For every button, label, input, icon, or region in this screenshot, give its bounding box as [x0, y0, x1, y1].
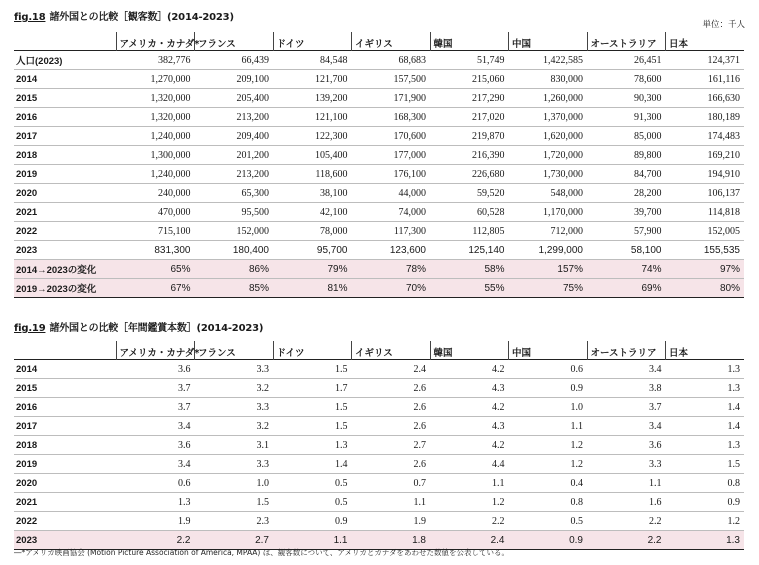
table-row [14, 222, 744, 241]
table-cell: 0.6 [509, 360, 588, 379]
table-cell: 1.3 [666, 360, 745, 379]
table-cell: 1,620,000 [509, 127, 588, 146]
table-cell: 1.2 [666, 512, 745, 531]
row-label: 人口(2023) [14, 51, 116, 70]
row-label: 2020 [14, 474, 116, 493]
column-header: 日本 [666, 32, 745, 51]
table-cell: 58% [430, 260, 509, 279]
fig18-title [14, 8, 234, 23]
table-cell: 209,400 [195, 127, 274, 146]
table-cell: 1,240,000 [116, 165, 195, 184]
table-cell: 3.6 [116, 360, 195, 379]
table-cell: 157% [509, 260, 588, 279]
table-cell: 1,170,000 [509, 203, 588, 222]
table-cell: 0.9 [509, 531, 588, 550]
table-cell: 0.9 [273, 512, 352, 531]
table-cell: 114,818 [666, 203, 745, 222]
table-cell: 1.5 [273, 360, 352, 379]
table-cell: 157,500 [352, 70, 431, 89]
table-cell: 66,439 [195, 51, 274, 70]
table-cell: 1.1 [587, 474, 666, 493]
table-cell: 1.8 [352, 531, 431, 550]
table-cell: 712,000 [509, 222, 588, 241]
table-cell: 65% [116, 260, 195, 279]
row-label: 2019 [14, 165, 116, 184]
header-corner [14, 32, 116, 51]
table-cell: 1.7 [273, 379, 352, 398]
table-row [14, 165, 744, 184]
row-label: 2019→2023の変化 [14, 279, 116, 298]
table-cell: 213,200 [195, 108, 274, 127]
fig18-title-text: 諸外国との比較［観客数］(2014-2023) [49, 12, 234, 23]
table-cell: 3.3 [195, 455, 274, 474]
table-cell: 117,300 [352, 222, 431, 241]
table-row [14, 512, 744, 531]
row-label: 2018 [14, 146, 116, 165]
table-cell: 58,100 [587, 241, 666, 260]
table-cell: 1.4 [666, 417, 745, 436]
column-header: フランス [195, 32, 274, 51]
table-cell: 3.7 [587, 398, 666, 417]
table-cell: 0.9 [509, 379, 588, 398]
table-cell: 0.4 [509, 474, 588, 493]
table-cell: 91,300 [587, 108, 666, 127]
fig19-table [14, 341, 744, 550]
column-header: オーストラリア [587, 341, 666, 360]
table-cell: 1.5 [273, 398, 352, 417]
table-cell: 2.2 [430, 512, 509, 531]
table-cell: 1,730,000 [509, 165, 588, 184]
table-cell: 1.4 [273, 455, 352, 474]
table-cell: 1.5 [195, 493, 274, 512]
table-cell: 0.8 [509, 493, 588, 512]
row-label: 2014→2023の変化 [14, 260, 116, 279]
table-cell: 4.4 [430, 455, 509, 474]
table-cell: 1.0 [195, 474, 274, 493]
row-label: 2021 [14, 203, 116, 222]
table-cell: 216,390 [430, 146, 509, 165]
row-label: 2020 [14, 184, 116, 203]
table-cell: 1.4 [666, 398, 745, 417]
table-cell: 2.2 [587, 512, 666, 531]
table-cell: 171,900 [352, 89, 431, 108]
table-cell: 2.7 [352, 436, 431, 455]
column-header: 韓国 [430, 341, 509, 360]
table-cell: 4.3 [430, 417, 509, 436]
table-row [14, 51, 744, 70]
table-cell: 219,870 [430, 127, 509, 146]
table-cell: 215,060 [430, 70, 509, 89]
table-cell: 1,320,000 [116, 108, 195, 127]
table-cell: 2.2 [116, 531, 195, 550]
table-cell: 139,200 [273, 89, 352, 108]
row-label: 2014 [14, 70, 116, 89]
table-cell: 152,005 [666, 222, 745, 241]
table-cell: 1.9 [352, 512, 431, 531]
table-cell: 38,100 [273, 184, 352, 203]
table-row [14, 360, 744, 379]
table-cell: 123,600 [352, 241, 431, 260]
table-cell: 4.2 [430, 360, 509, 379]
table-row [14, 493, 744, 512]
column-header: フランス [195, 341, 274, 360]
table-cell: 78,000 [273, 222, 352, 241]
table-cell: 59,520 [430, 184, 509, 203]
table-cell: 174,483 [666, 127, 745, 146]
table-cell: 85,000 [587, 127, 666, 146]
table-cell: 70% [352, 279, 431, 298]
table-row [14, 260, 744, 279]
table-cell: 84,548 [273, 51, 352, 70]
table-cell: 1,370,000 [509, 108, 588, 127]
column-header: イギリス [352, 341, 431, 360]
table-cell: 3.1 [195, 436, 274, 455]
fig18-unit: 単位：千人 [702, 20, 745, 30]
table-cell: 176,100 [352, 165, 431, 184]
table-cell: 44,000 [352, 184, 431, 203]
row-label: 2016 [14, 108, 116, 127]
row-label: 2017 [14, 417, 116, 436]
table-cell: 170,600 [352, 127, 431, 146]
table-cell: 3.7 [116, 379, 195, 398]
table-cell: 217,020 [430, 108, 509, 127]
table-cell: 205,400 [195, 89, 274, 108]
table-row [14, 379, 744, 398]
table-cell: 112,805 [430, 222, 509, 241]
table-row [14, 398, 744, 417]
table-cell: 226,680 [430, 165, 509, 184]
table-cell: 0.5 [273, 474, 352, 493]
table-cell: 97% [666, 260, 745, 279]
table-cell: 2.4 [352, 360, 431, 379]
table-cell: 105,400 [273, 146, 352, 165]
table-cell: 69% [587, 279, 666, 298]
column-header: オーストラリア [587, 32, 666, 51]
column-header: 韓国 [430, 32, 509, 51]
table-cell: 3.6 [116, 436, 195, 455]
table-cell: 1.0 [509, 398, 588, 417]
table-cell: 1.1 [430, 474, 509, 493]
table-cell: 1.3 [666, 531, 745, 550]
table-cell: 548,000 [509, 184, 588, 203]
table-cell: 106,137 [666, 184, 745, 203]
table-cell: 0.5 [273, 493, 352, 512]
footnote: ―*アメリカ映画協会 (Motion Picture Association of America, MPAA) は、観客数について、アメリカとカナダをあわせた数値を公表している。 [14, 548, 510, 557]
table-cell: 180,189 [666, 108, 745, 127]
table-cell: 1.6 [587, 493, 666, 512]
table-cell: 2.4 [430, 531, 509, 550]
table-cell: 67% [116, 279, 195, 298]
table-cell: 68,683 [352, 51, 431, 70]
fig18-number: fig.18 [14, 12, 46, 23]
table-cell: 125,140 [430, 241, 509, 260]
table-cell: 1,422,585 [509, 51, 588, 70]
table-cell: 209,100 [195, 70, 274, 89]
table-cell: 89,800 [587, 146, 666, 165]
table-row [14, 436, 744, 455]
table-cell: 95,500 [195, 203, 274, 222]
table-cell: 382,776 [116, 51, 195, 70]
table-cell: 3.4 [116, 417, 195, 436]
table-cell: 1.3 [116, 493, 195, 512]
table-cell: 1.1 [273, 531, 352, 550]
table-cell: 90,300 [587, 89, 666, 108]
column-header: ドイツ [273, 32, 352, 51]
table-cell: 74,000 [352, 203, 431, 222]
table-cell: 1.9 [116, 512, 195, 531]
table-row [14, 184, 744, 203]
table-cell: 28,200 [587, 184, 666, 203]
table-cell: 2.2 [587, 531, 666, 550]
row-label: 2018 [14, 436, 116, 455]
table-cell: 1.3 [666, 379, 745, 398]
fig18-table [14, 32, 744, 298]
table-cell: 152,000 [195, 222, 274, 241]
column-header: 中国 [509, 32, 588, 51]
fig19-header-row [14, 341, 744, 360]
table-cell: 213,200 [195, 165, 274, 184]
table-row [14, 474, 744, 493]
row-label: 2016 [14, 398, 116, 417]
row-label: 2022 [14, 222, 116, 241]
row-label: 2015 [14, 89, 116, 108]
table-cell: 1,299,000 [509, 241, 588, 260]
table-cell: 65,300 [195, 184, 274, 203]
table-cell: 715,100 [116, 222, 195, 241]
row-label: 2015 [14, 379, 116, 398]
table-cell: 0.8 [666, 474, 745, 493]
table-cell: 42,100 [273, 203, 352, 222]
table-cell: 2.6 [352, 379, 431, 398]
table-cell: 1,270,000 [116, 70, 195, 89]
table-cell: 0.6 [116, 474, 195, 493]
table-cell: 470,000 [116, 203, 195, 222]
table-cell: 1.2 [509, 455, 588, 474]
table-cell: 161,116 [666, 70, 745, 89]
table-cell: 1.3 [666, 436, 745, 455]
table-cell: 1.1 [509, 417, 588, 436]
fig19-title-text: 諸外国との比較［年間鑑賞本数］(2014-2023) [49, 323, 264, 334]
table-cell: 1.2 [430, 493, 509, 512]
table-cell: 1.5 [273, 417, 352, 436]
table-cell: 0.9 [666, 493, 745, 512]
column-header: ドイツ [273, 341, 352, 360]
table-cell: 168,300 [352, 108, 431, 127]
table-cell: 0.7 [352, 474, 431, 493]
fig18-header-row [14, 32, 744, 51]
table-cell: 830,000 [509, 70, 588, 89]
table-cell: 78% [352, 260, 431, 279]
table-cell: 2.7 [195, 531, 274, 550]
table-cell: 81% [273, 279, 352, 298]
table-cell: 78,600 [587, 70, 666, 89]
table-cell: 240,000 [116, 184, 195, 203]
table-cell: 2.6 [352, 455, 431, 474]
table-cell: 4.2 [430, 398, 509, 417]
fig19-number: fig.19 [14, 323, 46, 334]
column-header: 日本 [666, 341, 745, 360]
table-cell: 118,600 [273, 165, 352, 184]
table-cell: 831,300 [116, 241, 195, 260]
row-label: 2023 [14, 531, 116, 550]
table-cell: 3.2 [195, 379, 274, 398]
table-cell: 51,749 [430, 51, 509, 70]
table-cell: 74% [587, 260, 666, 279]
table-cell: 75% [509, 279, 588, 298]
fig19-title [14, 319, 263, 334]
table-cell: 39,700 [587, 203, 666, 222]
table-cell: 3.3 [195, 398, 274, 417]
table-cell: 2.3 [195, 512, 274, 531]
table-row [14, 279, 744, 298]
table-cell: 166,630 [666, 89, 745, 108]
table-cell: 3.2 [195, 417, 274, 436]
table-cell: 3.7 [116, 398, 195, 417]
row-label: 2017 [14, 127, 116, 146]
table-cell: 95,700 [273, 241, 352, 260]
table-cell: 1,320,000 [116, 89, 195, 108]
table-cell: 1,300,000 [116, 146, 195, 165]
table-cell: 3.4 [587, 360, 666, 379]
table-row [14, 89, 744, 108]
table-cell: 1.3 [273, 436, 352, 455]
table-cell: 79% [273, 260, 352, 279]
table-row [14, 70, 744, 89]
table-row [14, 108, 744, 127]
column-header: アメリカ・カナダ* [116, 32, 195, 51]
table-cell: 80% [666, 279, 745, 298]
column-header: イギリス [352, 32, 431, 51]
column-header: 中国 [509, 341, 588, 360]
header-corner [14, 341, 116, 360]
table-cell: 201,200 [195, 146, 274, 165]
table-cell: 55% [430, 279, 509, 298]
table-cell: 3.4 [587, 417, 666, 436]
table-cell: 124,371 [666, 51, 745, 70]
table-cell: 0.5 [509, 512, 588, 531]
table-cell: 155,535 [666, 241, 745, 260]
table-cell: 84,700 [587, 165, 666, 184]
table-cell: 3.3 [587, 455, 666, 474]
column-header: アメリカ・カナダ* [116, 341, 195, 360]
table-cell: 4.2 [430, 436, 509, 455]
table-cell: 3.8 [587, 379, 666, 398]
table-cell: 177,000 [352, 146, 431, 165]
table-cell: 180,400 [195, 241, 274, 260]
row-label: 2014 [14, 360, 116, 379]
table-cell: 217,290 [430, 89, 509, 108]
table-cell: 26,451 [587, 51, 666, 70]
table-cell: 3.4 [116, 455, 195, 474]
table-cell: 1,720,000 [509, 146, 588, 165]
table-row [14, 455, 744, 474]
row-label: 2022 [14, 512, 116, 531]
table-row [14, 241, 744, 260]
table-cell: 121,700 [273, 70, 352, 89]
table-cell: 169,210 [666, 146, 745, 165]
table-cell: 1,260,000 [509, 89, 588, 108]
table-cell: 2.6 [352, 398, 431, 417]
table-cell: 86% [195, 260, 274, 279]
table-cell: 194,910 [666, 165, 745, 184]
table-cell: 121,100 [273, 108, 352, 127]
table-row [14, 417, 744, 436]
table-cell: 60,528 [430, 203, 509, 222]
table-cell: 122,300 [273, 127, 352, 146]
table-cell: 1,240,000 [116, 127, 195, 146]
table-row [14, 127, 744, 146]
table-row [14, 146, 744, 165]
table-cell: 85% [195, 279, 274, 298]
row-label: 2023 [14, 241, 116, 260]
table-row [14, 203, 744, 222]
table-cell: 1.2 [509, 436, 588, 455]
table-cell: 2.6 [352, 417, 431, 436]
row-label: 2021 [14, 493, 116, 512]
table-cell: 57,900 [587, 222, 666, 241]
table-cell: 1.5 [666, 455, 745, 474]
table-cell: 3.6 [587, 436, 666, 455]
table-cell: 3.3 [195, 360, 274, 379]
table-cell: 1.1 [352, 493, 431, 512]
row-label: 2019 [14, 455, 116, 474]
table-cell: 4.3 [430, 379, 509, 398]
